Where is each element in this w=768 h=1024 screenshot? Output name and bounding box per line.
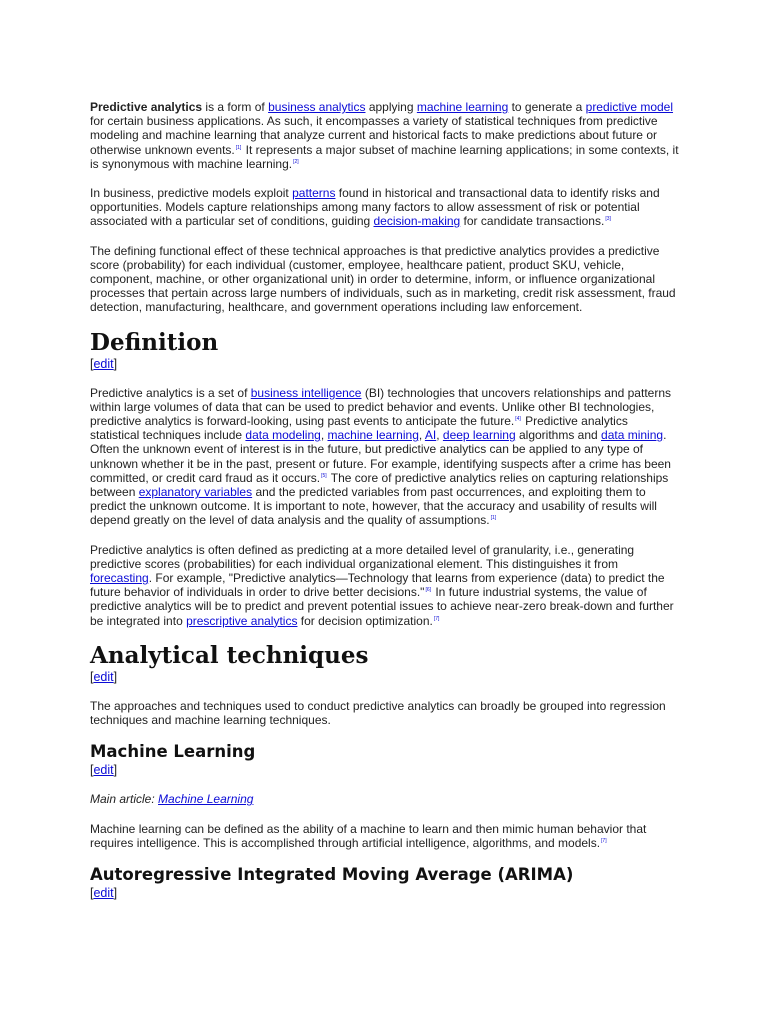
link-predictive-model[interactable]: predictive model (585, 100, 674, 114)
citation-ref[interactable]: [7] (601, 837, 607, 844)
link-prescriptive-analytics[interactable]: prescriptive analytics (186, 613, 298, 628)
definition-paragraph-1: Predictive analytics is a set of business intelligence (BI) technologies that uncovers relationships and patterns within large volumes of data that can be used to predict behavior and events. Unlike other BI technologies, predictive analytics is forward-looking, using past events to anticipate the future.[4] Predictive analytics statistical techniques include data modeling, machine learning, AI, deep learning algorithms and data mining. Often the unknown event of interest is in the future, but predictive analytics can be applied to any type of unknown whether it be in the past, present or future. For example, identifying suspects after a crime has been committed, or credit card fraud as it occurs.[5] The core of predictive analytics relies on capturing relationships between explanatory variables and the predicted variables from past occurrences, and exploiting them to predict the unknown outcome. It is important to note, however, that the accuracy and usability of results will depend greatly on the level of data analysis and the quality of assumptions.[1] (90, 385, 671, 528)
ml-paragraph-1: Machine learning can be defined as the ability of a machine to learn and then mimic human behavior that requires intelligence. This is accomplished through artificial intelligence, algorithms, and models.[7] (90, 821, 647, 850)
citation-ref[interactable]: [4] (515, 416, 521, 423)
link-explanatory-variables[interactable]: explanatory variables (138, 485, 253, 500)
intro-paragraph-3: The defining functional effect of these technical approaches is that predictive analytics provides a predictive score (probability) for each individual (customer, employee, healthcare patient, product SKU, vehicle, component, machine, or other organizational unit) in order to determine, inform, or influence organizational processes that pertain across large numbers of individuals, such as in marketing, credit risk assessment, fraud detection, manufacturing, healthcare, and government operations including law enforcement. (90, 243, 676, 315)
edit-section-arima: [edit] (90, 885, 118, 900)
link-main-article-machine-learning[interactable]: Machine Learning (158, 792, 254, 807)
techniques-paragraph-1: The approaches and techniques used to conduct predictive analytics can broadly be grouped into regression techniques and machine learning techniques. (90, 698, 666, 728)
link-business-intelligence[interactable]: business intelligence (250, 385, 362, 400)
subsection-heading-machine-learning: Machine Learning (90, 742, 256, 762)
link-decision-making[interactable]: decision-making (373, 214, 461, 229)
link-data-modeling[interactable]: data modeling (245, 428, 321, 443)
edit-link[interactable]: edit (93, 356, 114, 371)
link-machine-learning[interactable]: machine learning (327, 428, 419, 443)
lead-term: Predictive analytics (90, 100, 203, 114)
link-forecasting[interactable]: forecasting (90, 571, 149, 586)
edit-link[interactable]: edit (93, 885, 114, 900)
link-data-mining[interactable]: data mining (601, 428, 664, 443)
link-patterns[interactable]: patterns (292, 186, 336, 201)
link-deep-learning[interactable]: deep learning (442, 428, 516, 443)
intro-paragraph-1: Predictive analytics is a form of business analytics applying machine learning to generate a predictive model for certain business applications. As such, it encompasses a variety of statistical techniques from predictive modeling and machine learning that analyze current and historical facts to make predictions about future or otherwise unknown events.[1] It represents a major subset of machine learning applications; in some contexts, it is synonymous with machine learning.[2] (90, 100, 679, 171)
article-body (90, 100, 680, 915)
link-business-analytics[interactable]: business analytics (268, 100, 366, 114)
citation-ref[interactable]: [5] (321, 472, 327, 479)
section-heading-analytical-techniques: Analytical techniques (90, 641, 369, 669)
main-article-hatnote: Main article: Machine Learning (90, 792, 254, 807)
citation-ref[interactable]: [7] (433, 615, 440, 622)
citation-ref[interactable]: [3] (605, 216, 611, 223)
link-ai[interactable]: AI (424, 428, 437, 443)
definition-paragraph-2: Predictive analytics is often defined as predicting at a more detailed level of granularity, i.e., generating predictive scores (probabilities) for each individual organizational element. This distinguishes it from forecasting. For example, "Predictive analytics—Technology that learns from experience (data) to predict the future behavior of individuals in order to drive better decisions."[6] In future industrial systems, the value of predictive analytics will be to predict and prevent potential issues to achieve near-zero break-down and further be integrated into prescriptive analytics for decision optimization.[7] (90, 542, 674, 628)
edit-section-machine-learning: [edit] (90, 763, 118, 778)
citation-ref[interactable]: [1] (235, 144, 242, 151)
edit-link[interactable]: edit (93, 763, 114, 778)
subsection-heading-arima: Autoregressive Integrated Moving Average (ARIMA) (90, 864, 574, 884)
intro-paragraph-2: In business, predictive models exploit patterns found in historical and transactional data to identify risks and opportunities. Models capture relationships among many factors to allow assessment of risk or potential associated with a particular set of conditions, guiding decision-making for candidate transactions.[3] (90, 186, 660, 229)
citation-ref[interactable]: [6] (425, 587, 432, 594)
edit-section-definition: [edit] (90, 356, 118, 371)
citation-ref[interactable]: [1] (490, 515, 497, 522)
section-heading-definition: Definition (90, 328, 219, 356)
edit-section-analytical-techniques: [edit] (90, 669, 118, 684)
link-machine-learning[interactable]: machine learning (416, 100, 509, 114)
edit-link[interactable]: edit (93, 669, 114, 684)
citation-ref[interactable]: [2] (293, 158, 299, 165)
